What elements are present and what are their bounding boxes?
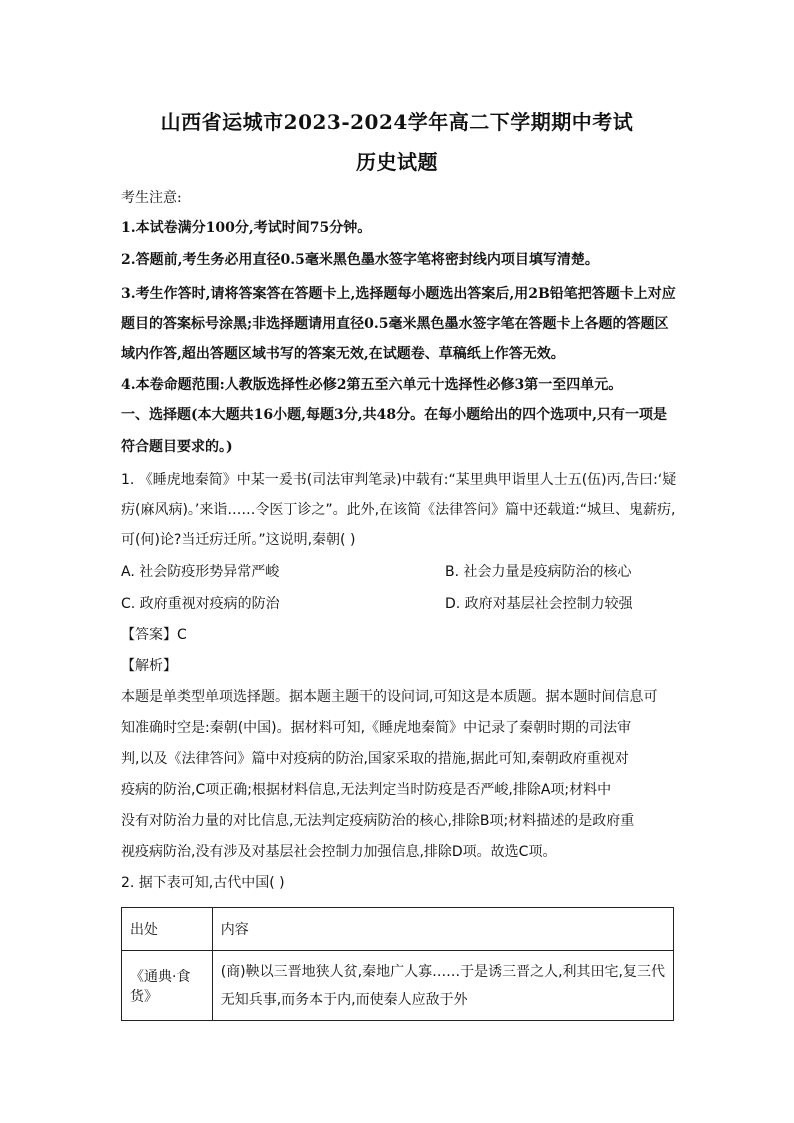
q2-stem: 2. 据下表可知,古代中国( ) (121, 875, 285, 891)
table-cell-content (212, 951, 673, 1021)
q1-analysis-line-3: 判,以及《法律答问》篇中对疫病的防治,国家采取的措施,据此可知,秦朝政府重视对 (121, 751, 629, 767)
q1-analysis-label: 【解析】 (121, 658, 177, 674)
table-cell-source: 《通典·食货》 (122, 951, 213, 1021)
section-heading: 一、选择题(本大题共16小题,每题3分,共48分。在每小题给出的四个选项中,只有一项是 (121, 407, 667, 423)
table-cell-content-line-2: 无知兵事,而务本于内,而使秦人应敌于外 (220, 991, 468, 1008)
q1-analysis-line-1: 本题是单类型单项选择题。据本题主题干的设问词,可知这是本质题。据本题时间信息可 (121, 689, 658, 705)
q1-stem-line-3: 可(何)论?当迁疠迁所。”这说明,秦朝( ) (121, 532, 356, 548)
section-heading-cont: 符合题目要求的。) (121, 439, 233, 455)
table-cell-content-line-1: (商)鞅以三晋地狭人贫,秦地广人寡……于是诱三晋之人,利其田宅,复三代 (220, 963, 665, 980)
q1-analysis-line-4: 疫病的防治,C项正确;根据材料信息,无法判定当时防疫是否严峻,排除A项;材料中 (121, 782, 612, 798)
notice-item-3: 3.考生作答时,请将答案答在答题卡上,选择题每小题选出答案后,用2B铅笔把答题卡上对应 (121, 286, 676, 302)
notice-item-1: 1.本试卷满分100分,考试时间75分钟。 (121, 220, 372, 236)
notice-heading: 考生注意: (121, 190, 182, 206)
q1-answer: 【答案】C (121, 627, 187, 643)
q1-analysis-line-2: 知准确时空是:秦朝(中国)。据材料可知,《睡虎地秦简》中记录了秦朝时期的司法审 (121, 720, 632, 736)
source-table (121, 907, 674, 1021)
table-header-content: 内容 (212, 908, 673, 951)
exam-title: 山西省运城市2023-2024学年高二下学期期中考试 (160, 110, 634, 134)
exam-subtitle: 历史试题 (356, 150, 438, 174)
notice-item-2: 2.答题前,考生务必用直径0.5毫米黑色墨水签字笔将密封线内项目填写清楚。 (121, 252, 599, 268)
q1-analysis-line-5: 没有对防治力量的对比信息,无法判定疫病防治的核心,排除B项;材料描述的是政府重 (121, 813, 635, 829)
notice-item-3-cont: 题目的答案标号涂黑;非选择题请用直径0.5毫米黑色墨水签字笔在答题卡上各题的答题区 (121, 316, 669, 332)
table-header-source: 出处 (122, 908, 213, 951)
table-header-row (122, 908, 674, 951)
q1-option-b: B. 社会力量是疫病防治的核心 (445, 564, 632, 580)
q1-stem-line-1: 1. 《睡虎地秦简》中某一爰书(司法审判笔录)中载有:“某里典甲诣里人士五(伍)丙,告曰:‘疑 (121, 472, 677, 488)
notice-item-4: 4.本卷命题范围:人教版选择性必修2第五至六单元十选择性必修3第一至四单元。 (121, 377, 623, 393)
q1-analysis-line-6: 视疫病防治,没有涉及对基层社会控制力加强信息,排除D项。故选C项。 (121, 844, 557, 860)
q1-option-c: C. 政府重视对疫病的防治 (121, 596, 280, 612)
q1-stem-line-2: 疠(麻风病)。’来诣……令医丁诊之”。此外,在该简《法律答问》篇中还载道:“城旦、鬼薪疠, (121, 502, 676, 518)
q1-option-d: D. 政府对基层社会控制力较强 (445, 596, 633, 612)
notice-item-3-cont2: 域内作答,超出答题区域书写的答案无效,在试题卷、草稿纸上作答无效。 (121, 346, 565, 362)
q1-option-a: A. 社会防疫形势异常严峻 (121, 564, 280, 580)
table-row (122, 951, 674, 1021)
